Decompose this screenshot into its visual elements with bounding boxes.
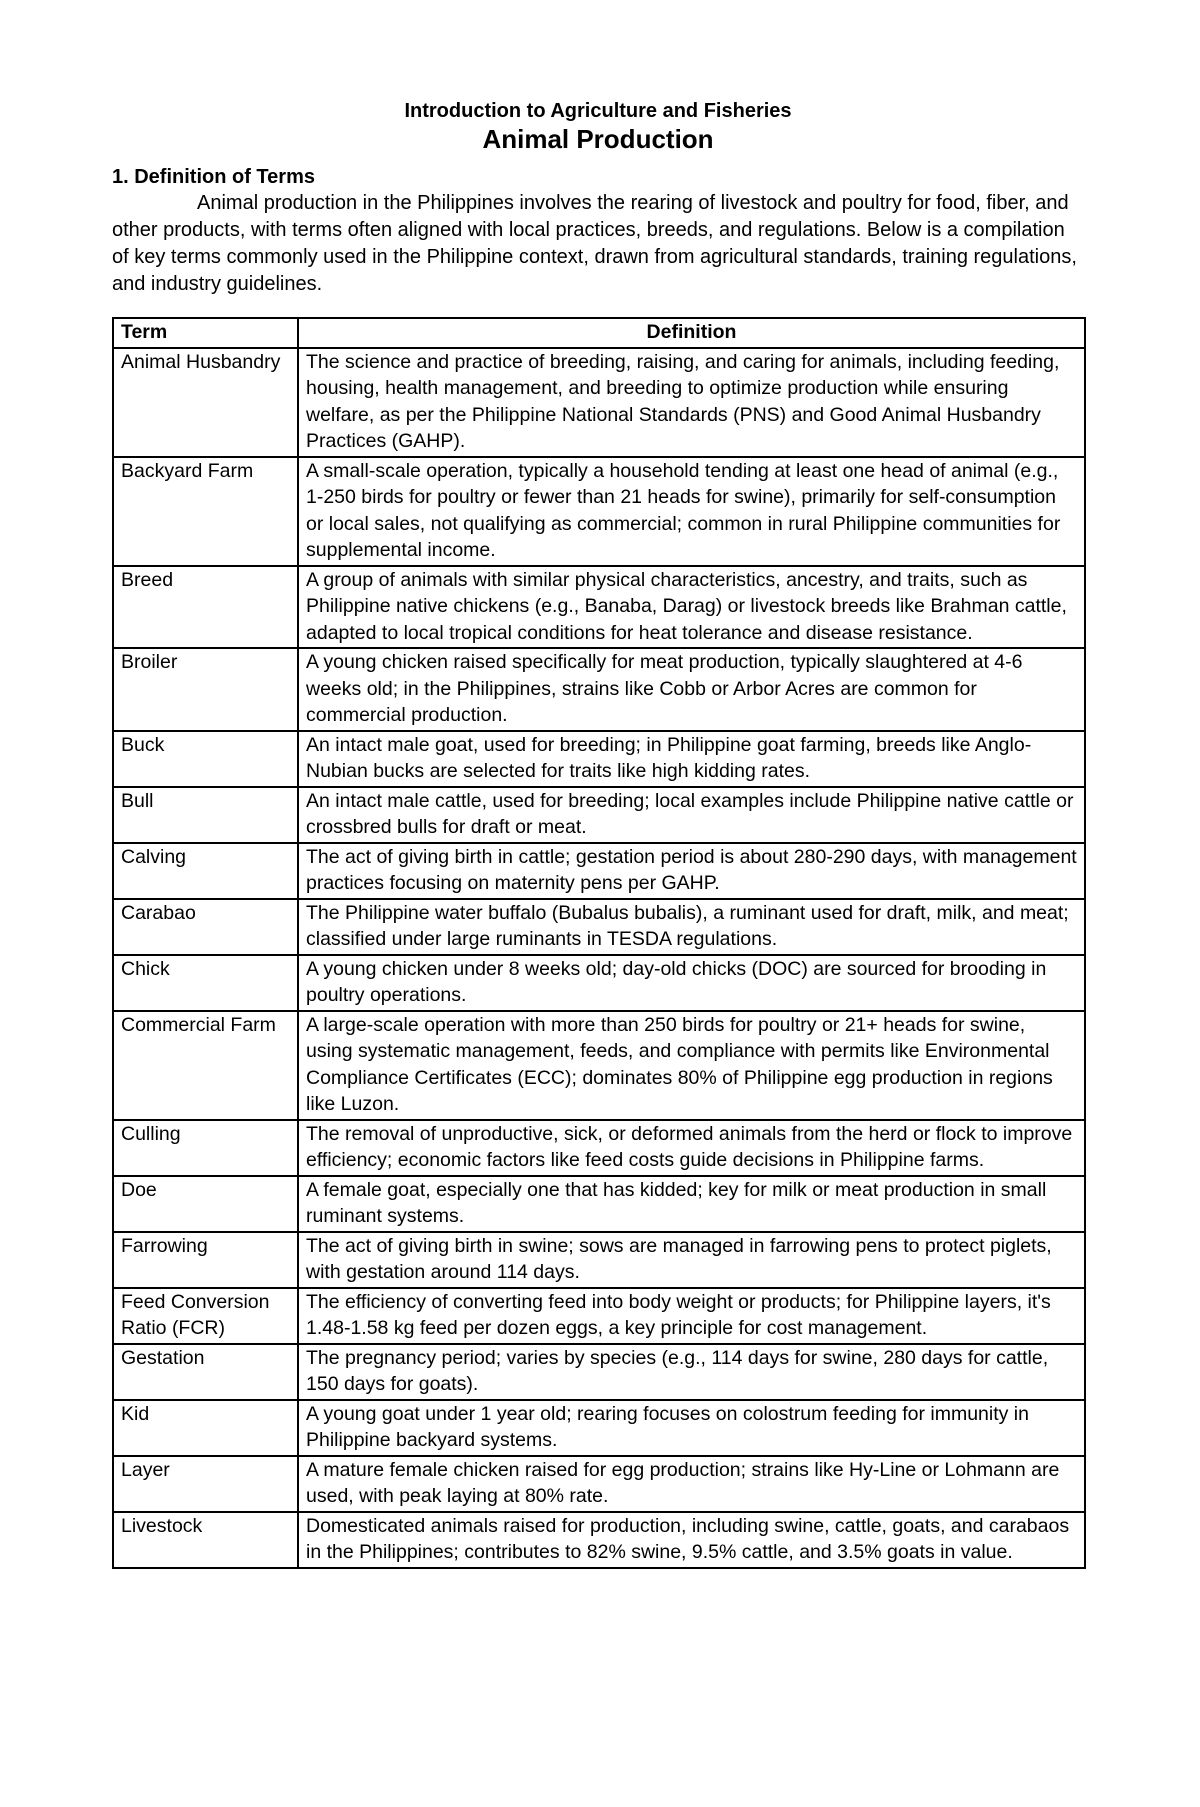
definition-cell: An intact male goat, used for breeding; in Philippine goat farming, breeds like Anglo-Nubian bucks are selected for traits like high kidding rates.	[298, 731, 1085, 787]
table-row	[113, 1120, 1085, 1176]
definition-cell: A female goat, especially one that has kidded; key for milk or meat production in small ruminant systems.	[298, 1176, 1085, 1232]
definition-cell: A young goat under 1 year old; rearing focuses on colostrum feeding for immunity in Philippine backyard systems.	[298, 1400, 1085, 1456]
term-column-header: Term	[113, 318, 298, 348]
term-cell: Farrowing	[113, 1232, 298, 1288]
term-cell: Bull	[113, 787, 298, 843]
definition-cell: The Philippine water buffalo (Bubalus bubalis), a ruminant used for draft, milk, and meat; classified under large ruminants in TESDA regulations.	[298, 899, 1085, 955]
document-page	[112, 98, 1084, 1569]
term-cell: Animal Husbandry	[113, 348, 298, 457]
definition-column-header: Definition	[298, 318, 1085, 348]
term-cell: Feed Conversion Ratio (FCR)	[113, 1288, 298, 1344]
term-cell: Kid	[113, 1400, 298, 1456]
term-cell: Backyard Farm	[113, 457, 298, 566]
table-row	[113, 955, 1085, 1011]
term-cell: Commercial Farm	[113, 1011, 298, 1120]
term-cell: Breed	[113, 566, 298, 649]
table-row	[113, 1176, 1085, 1232]
definition-cell: Domesticated animals raised for production, including swine, cattle, goats, and carabaos in the Philippines; contributes to 82% swine, 9.5% cattle, and 3.5% goats in value.	[298, 1512, 1085, 1568]
definition-cell: The efficiency of converting feed into body weight or products; for Philippine layers, it's 1.48-1.58 kg feed per dozen eggs, a key principle for cost management.	[298, 1288, 1085, 1344]
table-row	[113, 1232, 1085, 1288]
definition-cell: A mature female chicken raised for egg production; strains like Hy-Line or Lohmann are used, with peak laying at 80% rate.	[298, 1456, 1085, 1512]
term-cell: Calving	[113, 843, 298, 899]
table-row	[113, 899, 1085, 955]
terms-table-body	[113, 348, 1085, 1568]
table-row	[113, 648, 1085, 731]
definition-cell: A young chicken under 8 weeks old; day-old chicks (DOC) are sourced for brooding in poultry operations.	[298, 955, 1085, 1011]
definition-cell: The pregnancy period; varies by species (e.g., 114 days for swine, 280 days for cattle, 150 days for goats).	[298, 1344, 1085, 1400]
definition-cell: A large-scale operation with more than 250 birds for poultry or 21+ heads for swine, using systematic management, feeds, and compliance with permits like Environmental Compliance Certificates (ECC); dominates 80% of Philippine egg production in regions like Luzon.	[298, 1011, 1085, 1120]
table-row	[113, 1288, 1085, 1344]
term-cell: Buck	[113, 731, 298, 787]
definition-cell: The act of giving birth in swine; sows are managed in farrowing pens to protect piglets, with gestation around 114 days.	[298, 1232, 1085, 1288]
definition-cell: A young chicken raised specifically for meat production, typically slaughtered at 4-6 weeks old; in the Philippines, strains like Cobb or Arbor Acres are common for commercial production.	[298, 648, 1085, 731]
table-row	[113, 1011, 1085, 1120]
terms-table	[112, 317, 1086, 1569]
table-row	[113, 1400, 1085, 1456]
table-row	[113, 1456, 1085, 1512]
course-title: Introduction to Agriculture and Fisheries	[404, 100, 792, 122]
definition-cell: The removal of unproductive, sick, or deformed animals from the herd or flock to improve efficiency; economic factors like feed costs guide decisions in Philippine farms.	[298, 1120, 1085, 1176]
table-row	[113, 843, 1085, 899]
table-row	[113, 787, 1085, 843]
definition-cell: The act of giving birth in cattle; gestation period is about 280-290 days, with management practices focusing on maternity pens per GAHP.	[298, 843, 1085, 899]
definition-cell: A small-scale operation, typically a household tending at least one head of animal (e.g., 1-250 birds for poultry or fewer than 21 heads for swine), primarily for self-consumption or local sales, not qualifying as commercial; common in rural Philippine communities for supplemental income.	[298, 457, 1085, 566]
term-cell: Broiler	[113, 648, 298, 731]
term-cell: Gestation	[113, 1344, 298, 1400]
table-row	[113, 1344, 1085, 1400]
section-heading: 1. Definition of Terms	[112, 166, 315, 188]
term-cell: Chick	[113, 955, 298, 1011]
definition-cell: The science and practice of breeding, raising, and caring for animals, including feeding, housing, health management, and breeding to optimize production while ensuring welfare, as per the Philippine National Standards (PNS) and Good Animal Husbandry Practices (GAHP).	[298, 348, 1085, 457]
term-cell: Carabao	[113, 899, 298, 955]
table-row	[113, 348, 1085, 457]
document-title: Animal Production	[482, 124, 714, 154]
term-cell: Culling	[113, 1120, 298, 1176]
definition-cell: An intact male cattle, used for breeding; local examples include Philippine native cattle or crossbred bulls for draft or meat.	[298, 787, 1085, 843]
definition-cell: A group of animals with similar physical characteristics, ancestry, and traits, such as Philippine native chickens (e.g., Banaba, Darag) or livestock breeds like Brahman cattle, adapted to local tropical conditions for heat tolerance and disease resistance.	[298, 566, 1085, 649]
table-header-row	[113, 318, 1085, 348]
table-row	[113, 457, 1085, 566]
table-row	[113, 1512, 1085, 1568]
term-cell: Doe	[113, 1176, 298, 1232]
term-cell: Layer	[113, 1456, 298, 1512]
term-cell: Livestock	[113, 1512, 298, 1568]
intro-paragraph: Animal production in the Philippines involves the rearing of livestock and poultry for food, fiber, and other products, with terms often aligned with local practices, breeds, and regulations. Below is a compilation of key terms commonly used in the Philippine context, drawn from agricultural standards, training regulations, and industry guidelines.	[112, 192, 1077, 295]
table-row	[113, 731, 1085, 787]
table-row	[113, 566, 1085, 649]
